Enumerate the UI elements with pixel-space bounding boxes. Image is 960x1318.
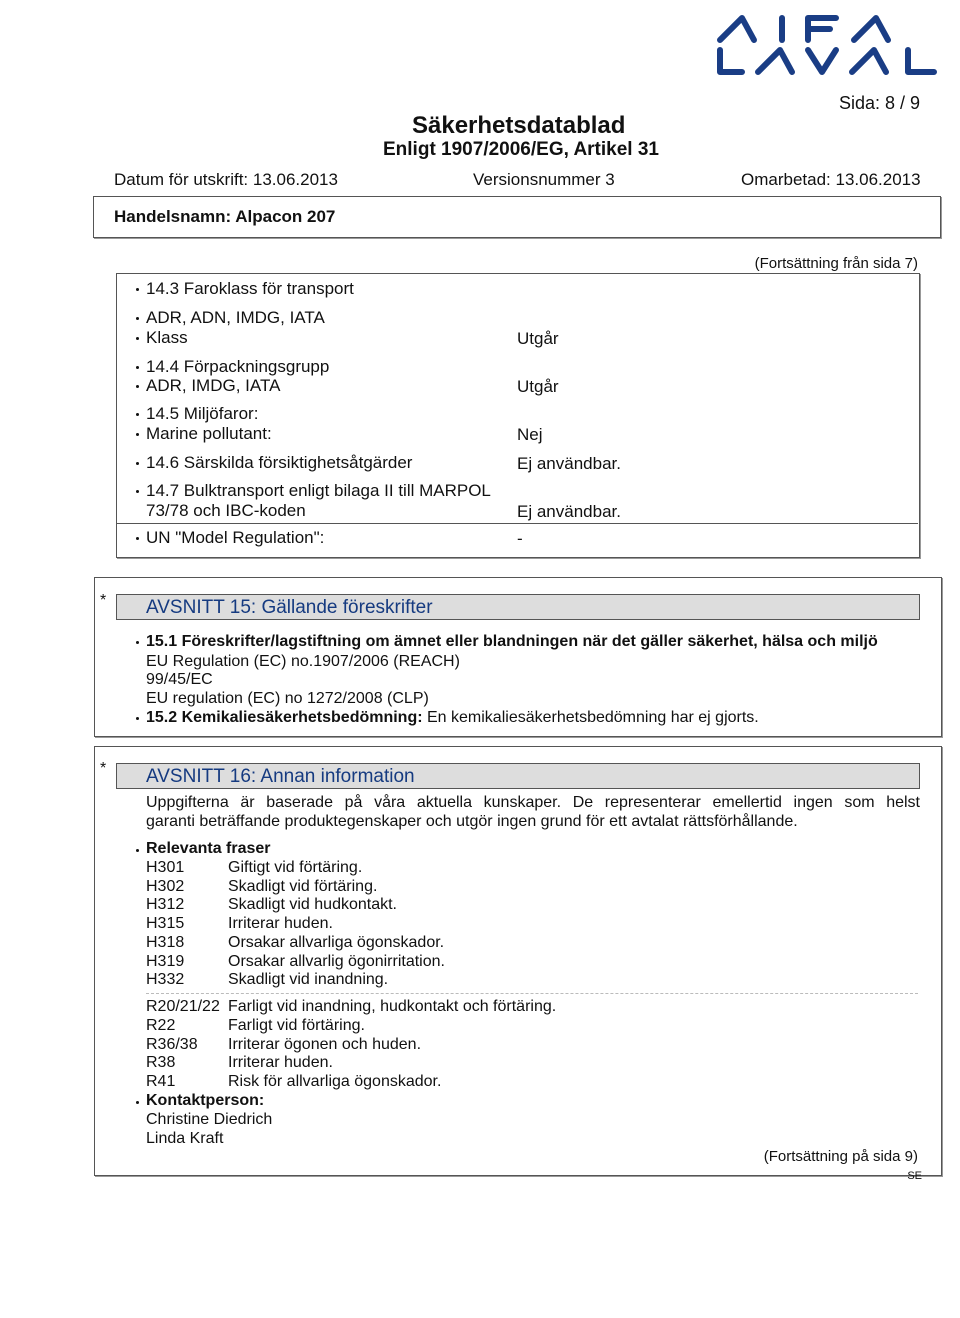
phrase-code: H315 bbox=[146, 915, 185, 933]
print-date: Datum för utskrift: 13.06.2013 bbox=[114, 170, 338, 189]
regulation-clp: EU regulation (EC) no 1272/2008 (CLP) bbox=[146, 690, 429, 707]
phrase-text: Skadligt vid inandning. bbox=[228, 971, 389, 989]
bullet bbox=[136, 490, 139, 493]
phrase-text: Skadligt vid förtäring. bbox=[228, 877, 378, 895]
phrase-row bbox=[146, 1017, 556, 1036]
phrase-row bbox=[146, 998, 556, 1017]
phrase-text: Irriterar huden. bbox=[228, 1054, 333, 1072]
phrase-row bbox=[146, 896, 445, 915]
un-model-regulation-label: UN "Model Regulation": bbox=[146, 528, 325, 547]
bullet bbox=[136, 433, 139, 436]
continued-to: (Fortsättning på sida 9) bbox=[763, 1148, 918, 1165]
section15-title: AVSNITT 15: Gällande föreskrifter bbox=[146, 597, 433, 618]
intro-line-2: garanti beträffande produktegenskaper och utgör ingen grund för ett avtalat rättsförhållande. bbox=[146, 813, 798, 830]
phrase-text: Giftigt vid förtäring. bbox=[228, 859, 363, 876]
phrase-row bbox=[146, 934, 445, 953]
phrase-row bbox=[146, 915, 445, 934]
phrase-text: Risk för allvarliga ögonskador. bbox=[228, 1073, 442, 1091]
section-14-4-modes: ADR, IMDG, IATA bbox=[146, 376, 281, 395]
phrase-code: H332 bbox=[146, 971, 185, 989]
document-subtitle: Enligt 1907/2006/EG, Artikel 31 bbox=[383, 139, 659, 160]
r-phrase-list bbox=[146, 998, 556, 1092]
phrase-code: H302 bbox=[146, 877, 185, 895]
phrase-code: R20/21/22 bbox=[146, 998, 220, 1015]
section16-title: AVSNITT 16: Annan information bbox=[146, 766, 415, 787]
section-14-3-modes: ADR, ADN, IMDG, IATA bbox=[146, 308, 325, 327]
bullet bbox=[136, 849, 139, 852]
phrase-code: R38 bbox=[146, 1054, 176, 1072]
trade-name: Handelsnamn: Alpacon 207 bbox=[114, 207, 336, 226]
section-14-7-value: Ej användbar. bbox=[517, 502, 621, 521]
bullet bbox=[136, 641, 139, 644]
contact-person-1: Christine Diedrich bbox=[146, 1111, 273, 1128]
version-number: Versionsnummer 3 bbox=[473, 170, 615, 189]
h-phrase-list bbox=[146, 859, 445, 990]
phrase-text: Farligt vid förtäring. bbox=[228, 1016, 365, 1034]
section-15-2-value: En kemikaliesäkerhetsbedömning har ej gjorts. bbox=[422, 709, 759, 726]
phrase-code: H318 bbox=[146, 933, 185, 951]
phrase-text: Orsakar allvarlig ögonirritation. bbox=[228, 952, 445, 970]
phrase-separator bbox=[146, 993, 918, 994]
klass-label: Klass bbox=[146, 328, 188, 347]
bullet bbox=[136, 462, 139, 465]
section14-divider bbox=[116, 523, 918, 524]
bullet bbox=[136, 366, 139, 369]
contact-person-label: Kontaktperson: bbox=[146, 1092, 265, 1109]
intro-line-1: Uppgifterna är baserade på våra aktuella kunskaper. De representerar emellertid ingen som helst bbox=[146, 794, 920, 811]
klass-value: Utgår bbox=[517, 329, 559, 348]
phrase-row bbox=[146, 859, 445, 878]
phrase-text: Irriterar ögonen och huden. bbox=[228, 1035, 422, 1053]
section-15-2-label: 15.2 Kemikaliesäkerhetsbedömning: bbox=[146, 709, 423, 726]
bullet bbox=[136, 317, 139, 320]
document-title: Säkerhetsdatablad bbox=[412, 112, 626, 139]
language-code: SE bbox=[907, 1170, 922, 1182]
section-14-6: 14.6 Särskilda försiktighetsåtgärder bbox=[146, 453, 413, 472]
regulation-99-45: 99/45/EC bbox=[146, 671, 213, 688]
section-14-6-value: Ej användbar. bbox=[517, 454, 621, 473]
marine-pollutant-value: Nej bbox=[517, 425, 543, 444]
section-14-7-line2: 73/78 och IBC-koden bbox=[146, 501, 306, 520]
continued-from: (Fortsättning från sida 7) bbox=[754, 255, 918, 272]
phrase-row bbox=[146, 971, 445, 990]
un-model-regulation-value: - bbox=[517, 529, 523, 548]
phrase-row bbox=[146, 878, 445, 897]
bullet bbox=[136, 288, 139, 291]
bullet bbox=[136, 337, 139, 340]
phrase-code: R22 bbox=[146, 1016, 176, 1034]
phrase-code: R36/38 bbox=[146, 1035, 198, 1053]
phrase-text: Irriterar huden. bbox=[228, 915, 333, 933]
section-15-1: 15.1 Föreskrifter/lagstiftning om ämnet eller blandningen när det gäller säkerhet, hälsa och miljö bbox=[146, 633, 878, 650]
section-14-3: 14.3 Faroklass för transport bbox=[146, 279, 354, 298]
phrase-code: H319 bbox=[146, 952, 185, 970]
phrase-code: R41 bbox=[146, 1073, 176, 1091]
section-15-2 bbox=[146, 709, 759, 727]
phrase-row bbox=[146, 1054, 556, 1073]
phrase-code: H301 bbox=[146, 859, 185, 876]
regulation-reach: EU Regulation (EC) no.1907/2006 (REACH) bbox=[146, 653, 460, 670]
section-14-5: 14.5 Miljöfaror: bbox=[146, 404, 259, 423]
bullet bbox=[136, 1101, 139, 1104]
bullet bbox=[136, 537, 139, 540]
page-number: Sida: 8 / 9 bbox=[838, 93, 920, 113]
intro-paragraph bbox=[146, 793, 920, 831]
trade-name-box bbox=[93, 196, 941, 238]
phrase-row bbox=[146, 953, 445, 972]
phrase-text: Orsakar allvarliga ögonskador. bbox=[228, 933, 445, 951]
bullet bbox=[136, 717, 139, 720]
phrase-row bbox=[146, 1036, 556, 1055]
revised-date: Omarbetad: 13.06.2013 bbox=[741, 170, 921, 189]
changed-marker: * bbox=[100, 592, 107, 609]
alfa-laval-logo bbox=[712, 10, 946, 85]
bullet bbox=[136, 385, 139, 388]
relevant-phrases-label: Relevanta fraser bbox=[146, 840, 271, 857]
phrase-text: Skadligt vid hudkontakt. bbox=[228, 896, 397, 914]
bullet bbox=[136, 413, 139, 416]
section-14-4: 14.4 Förpackningsgrupp bbox=[146, 357, 330, 376]
section-14-7-line1: 14.7 Bulktransport enligt bilaga II till MARPOL bbox=[146, 481, 491, 500]
contact-person-2: Linda Kraft bbox=[146, 1130, 224, 1147]
packing-group-value: Utgår bbox=[517, 377, 559, 396]
marine-pollutant-label: Marine pollutant: bbox=[146, 424, 272, 443]
phrase-text: Farligt vid inandning, hudkontakt och förtäring. bbox=[228, 998, 557, 1015]
phrase-row bbox=[146, 1073, 556, 1092]
phrase-code: H312 bbox=[146, 896, 185, 914]
changed-marker: * bbox=[100, 760, 107, 777]
